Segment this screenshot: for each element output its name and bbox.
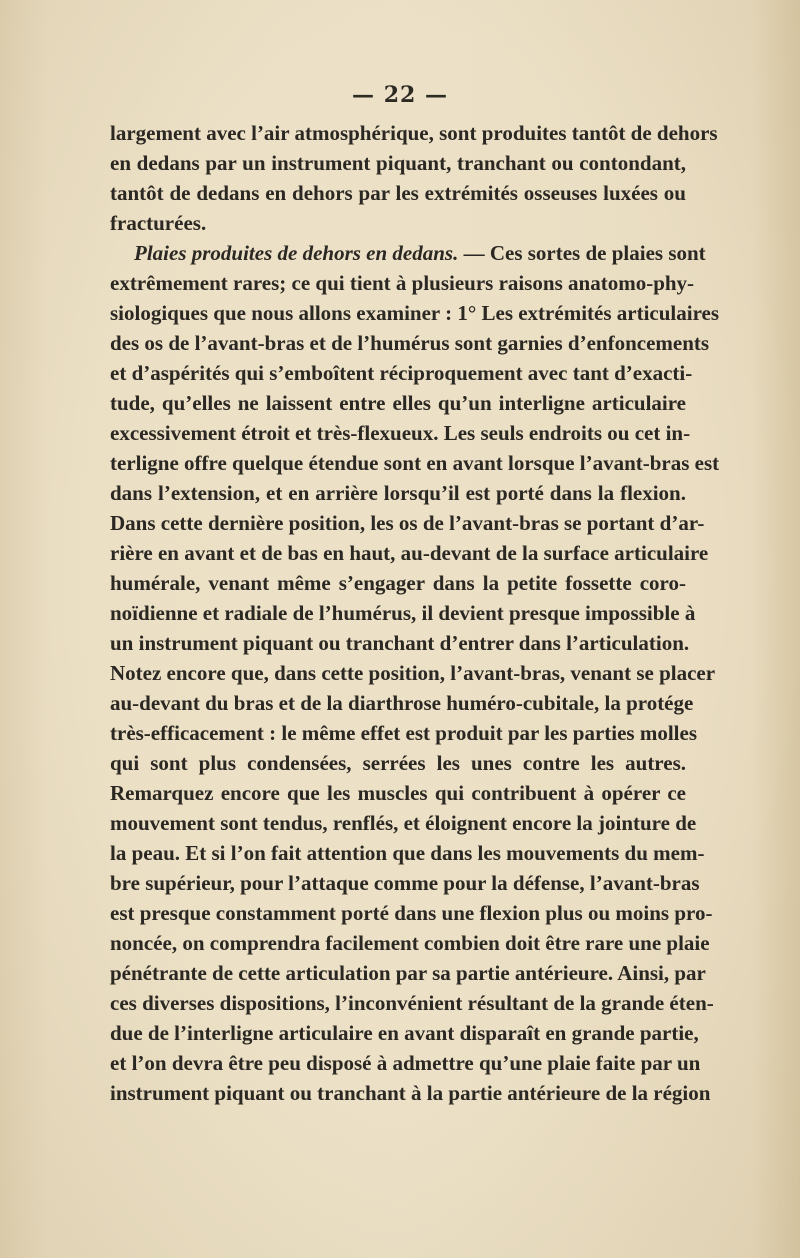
text-line: fracturées. (110, 211, 207, 235)
text-line: bre supérieur, pour l’attaque comme pour la défense, l’avant-bras (110, 871, 700, 895)
text-line: Dans cette dernière position, les os de l’avant-bras se portant d’ar- (110, 511, 705, 535)
text-line: un instrument piquant ou tranchant d’entrer dans l’articulation. (110, 631, 690, 655)
body-text (110, 118, 720, 1108)
text-line: tude, qu’elles ne laissent entre elles qu’un interligne articulaire (110, 391, 686, 415)
text-line: instrument piquant ou tranchant à la partie antérieure de la région (110, 1081, 711, 1105)
text-line: mouvement sont tendus, renflés, et éloignent encore la jointure de (110, 811, 697, 835)
text-line: ces diverses dispositions, l’inconvénient résultant de la grande éten- (110, 991, 714, 1015)
text-line: terligne offre quelque étendue sont en avant lorsque l’avant-bras est (110, 451, 720, 475)
text-line: dans l’extension, et en arrière lorsqu’il est porté dans la flexion. (110, 481, 686, 505)
text-line: et d’aspérités qui s’emboîtent réciproquement avec tant d’exacti- (110, 361, 693, 385)
text-line: due de l’interligne articulaire en avant disparaît en grande partie, (110, 1021, 699, 1045)
text-fragment: — Ces sortes de plaies sont (458, 241, 706, 265)
text-line: Notez encore que, dans cette position, l’avant-bras, venant se placer (110, 661, 716, 685)
text-line: noncée, on comprendra facilement combien doit être rare une plaie (110, 931, 710, 955)
text-line: noïdienne et radiale de l’humérus, il devient presque impossible à (110, 601, 696, 625)
page-number: — 22 — (352, 82, 448, 108)
text-line: au-devant du bras et de la diarthrose huméro-cubitale, la protége (110, 691, 694, 715)
paragraph-2 (110, 238, 720, 1108)
text-line: des os de l’avant-bras et de l’humérus sont garnies d’enfoncements (110, 331, 710, 355)
text-line: est presque constamment porté dans une flexion plus ou moins pro- (110, 901, 713, 925)
text-line: pénétrante de cette articulation par sa partie antérieure. Ainsi, par (110, 961, 706, 985)
text-line: et l’on devra être peu disposé à admettre qu’une plaie faite par un (110, 1051, 701, 1075)
text-line: la peau. Et si l’on fait attention que dans les mouvements du mem- (110, 841, 705, 865)
text-line: excessivement étroit et très-flexueux. Les seuls endroits ou cet in- (110, 421, 691, 445)
section-heading: Plaies produites de dehors en dedans. (134, 241, 459, 265)
text-line: siologiques que nous allons examiner : 1° Les extrémités articulaires (110, 301, 720, 325)
text-line: très-efficacement : le même effet est produit par les parties molles (110, 721, 698, 745)
text-line: qui sont plus condensées, serrées les unes contre les autres. (110, 751, 686, 775)
paragraph-first-line (110, 238, 706, 268)
paragraph-1 (110, 118, 718, 238)
text-line: rière en avant et de bas en haut, au-devant de la surface articulaire (110, 541, 709, 565)
text-line: en dedans par un instrument piquant, tranchant ou contondant, (110, 151, 686, 175)
text-line: Remarquez encore que les muscles qui contribuent à opérer ce (110, 781, 686, 805)
text-line: humérale, venant même s’engager dans la petite fossette coro- (110, 571, 686, 595)
text-line: extrêmement rares; ce qui tient à plusieurs raisons anatomo-phy- (110, 271, 695, 295)
text-line: tantôt de dedans en dehors par les extrémités osseuses luxées ou (110, 181, 686, 205)
text-line: largement avec l’air atmosphérique, sont produites tantôt de dehors (110, 121, 718, 145)
